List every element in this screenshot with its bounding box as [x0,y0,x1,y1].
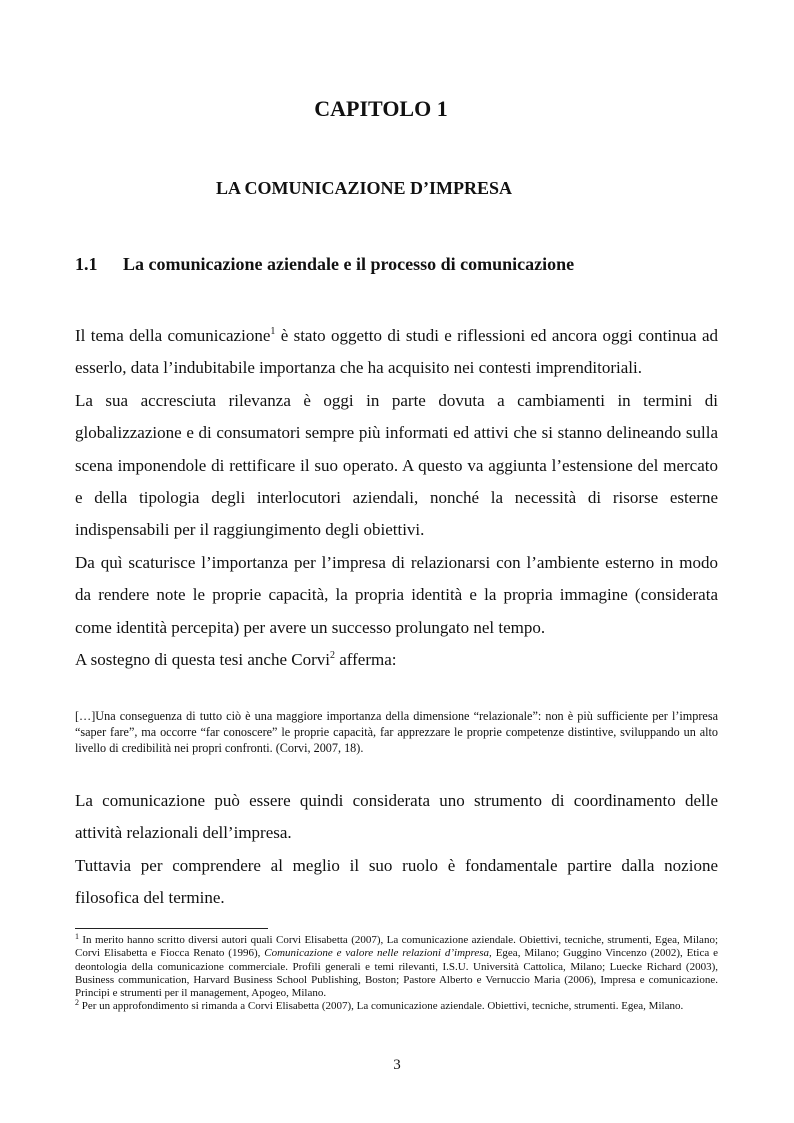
paragraph-4-text-b: afferma: [334,650,397,670]
footnote-1 [75,934,718,1000]
paragraph-1 [75,320,718,385]
section-heading [75,254,574,275]
paragraph-4 [75,644,718,676]
footnote-divider [75,928,268,929]
chapter-subtitle: LA COMUNICAZIONE D’IMPRESA [215,178,512,198]
footnote-1-text-b: Egea, Milano; Guggino Vincenzo (2002), Etica e deontologia della comunicazione commerciale. Profili generali e temi rilevanti, I.S.U. Università Cattolica, Milano; Luecke Richard (2003), Business communication, Harvard Business School Publishing, Boston; Pastore Alberto e Vernuccio Maria (2006), Impresa e comunicazione. Principi e strumenti per il management, Apogeo, Milano. [75,947,719,1000]
footnote-ref-2[interactable]: 2 [329,650,335,662]
page-number: 3 [393,1057,401,1073]
chapter-title: CAPITOLO 1 [314,96,448,121]
paragraph-3: Da quì scaturisce l’importanza per l’impresa di relazionarsi con l’ambiente esterno in modo da rendere note le proprie capacità, la propria identità e la propria immagine (considerata come identità percepita) per avere un successo prolungato nel tempo. [75,552,718,637]
body-text [75,320,718,676]
paragraph-6: Tuttavia per comprendere al meglio il suo ruolo è fondamentale partire dalla nozione filosofica del termine. [75,855,718,908]
footnote-2-number: 2 [75,998,79,1008]
section-title: La comunicazione aziendale e il processo di comunicazione [123,254,575,274]
footnotes [75,934,718,1014]
footnote-ref-1[interactable]: 1 [270,326,276,337]
footnote-2-text: Per un approfondimento si rimanda a Corvi Elisabetta (2007), La comunicazione aziendale. Obiettivi, tecniche, strumenti. Egea, Milano. [79,1000,684,1013]
paragraph-1-text-b: è stato oggetto di studi e riflessioni ed ancora oggi continua ad esserlo, data l’indubitabile importanza che ha acquisito nei contesti imprenditoriali. [75,326,718,378]
block-quote: […]Una conseguenza di tutto ciò è una maggiore importanza della dimensione “relazionale”: non è più sufficiente per l’impresa “saper fare”, ma occorre “far conoscere” le proprie capacità, far apprezzare le proprie competenze distintive, sviluppando un alto livello di credibilità nei propri confronti. (Corvi, 2007, 18). [75,709,718,755]
footnote-1-number: 1 [75,932,79,941]
footnote-2 [75,1000,718,1013]
paragraph-1-text-a: Il tema della comunicazione [75,326,271,345]
footnote-1-text-a: In merito hanno scritto diversi autori quali Corvi Elisabetta (2007), La comunicazione aziendale. Obiettivi, tecniche, strumenti, Egea, Milano; Corvi Elisabetta e Fiocca Renato (1996), [75,934,718,960]
paragraph-2: La sua accresciuta rilevanza è oggi in parte dovuta a cambiamenti in termini di globalizzazione e di consumatori sempre più informati ed attivi che si stanno delineando sulla scena imponendole di rettificare il suo operato. A questo va aggiunta l’estensione del mercato e della tipologia degli interlocutori aziendali, nonché la necessità di risorse esterne indispensabili per il raggiungimento degli obiettivi. [75,390,718,540]
section-number: 1.1 [75,254,98,274]
body-text-continued [75,785,718,915]
paragraph-5: La comunicazione può essere quindi considerata uno strumento di coordinamento delle attività relazionali dell’impresa. [75,791,718,843]
paragraph-4-text-a: A sostegno di questa tesi anche Corvi [75,650,330,670]
footnote-1-italic-title: Comunicazione e valore nelle relazioni d’impresa, [264,947,492,960]
